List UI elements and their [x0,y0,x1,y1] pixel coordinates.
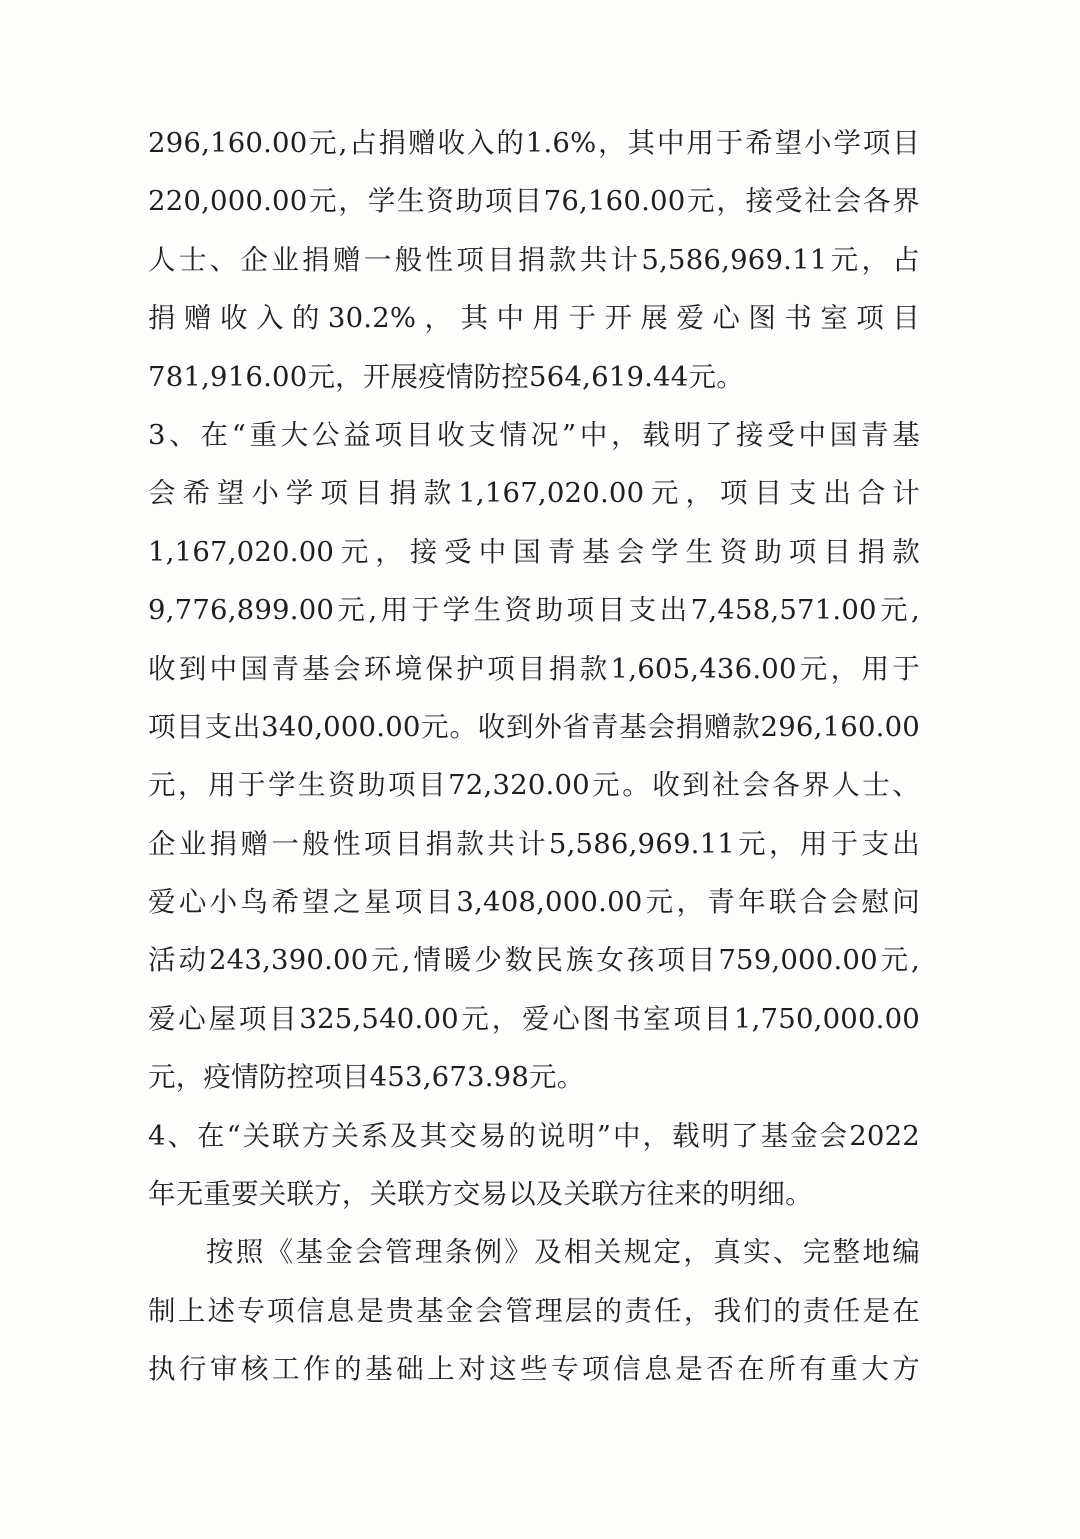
text-line: 活动243,390.00元,情暖少数民族女孩项目759,000.00元, [148,944,920,977]
text-line: 企业捐赠一般性项目捐款共计5,586,969.11元，用于支出 [148,827,920,860]
text-line: 1,167,020.00元，接受中国青基会学生资助项目捐款 [148,535,920,568]
text-line: 3、在“重大公益项目收支情况”中，载明了接受中国青基 [148,418,920,451]
text-line: 会希望小学项目捐款1,167,020.00元，项目支出合计 [148,477,920,510]
text-line: 220,000.00元，学生资助项目76,160.00元，接受社会各界 [148,185,920,218]
text-line: 9,776,899.00元,用于学生资助项目支出7,458,571.00元, [148,594,920,627]
text-line: 爱心屋项目325,540.00元，爱心图书室项目1,750,000.00 [148,1002,920,1035]
text-line: 执行审核工作的基础上对这些专项信息是否在所有重大方 [148,1353,920,1386]
text-line: 按照《基金会管理条例》及相关规定，真实、完整地编 [206,1236,920,1269]
text-line: 人士、企业捐赠一般性项目捐款共计5,586,969.11元，占 [148,243,920,276]
text-line: 元，疫情防控项目453,673.98元。 [148,1061,585,1094]
text-line: 收到中国青基会环境保护项目捐款1,605,436.00元，用于 [148,652,920,685]
text-line: 捐赠收入的30.2%，其中用于开展爱心图书室项目 [148,302,920,335]
text-line: 制上述专项信息是贵基金会管理层的责任，我们的责任是在 [148,1294,920,1327]
text-line: 项目支出340,000.00元。收到外省青基会捐赠款296,160.00 [148,710,920,743]
text-line: 781,916.00元，开展疫情防控564,619.44元。 [148,360,744,393]
text-line: 年无重要关联方，关联方交易以及关联方往来的明细。 [148,1178,813,1211]
text-line: 元，用于学生资助项目72,320.00元。收到社会各界人士、 [148,769,920,802]
body-text [148,114,920,1399]
text-line: 4、在“关联方关系及其交易的说明”中，载明了基金会2022 [148,1119,920,1152]
text-line: 296,160.00元,占捐赠收入的1.6%，其中用于希望小学项目 [148,127,920,159]
text-line: 爱心小鸟希望之星项目3,408,000.00元，青年联合会慰问 [148,886,920,919]
